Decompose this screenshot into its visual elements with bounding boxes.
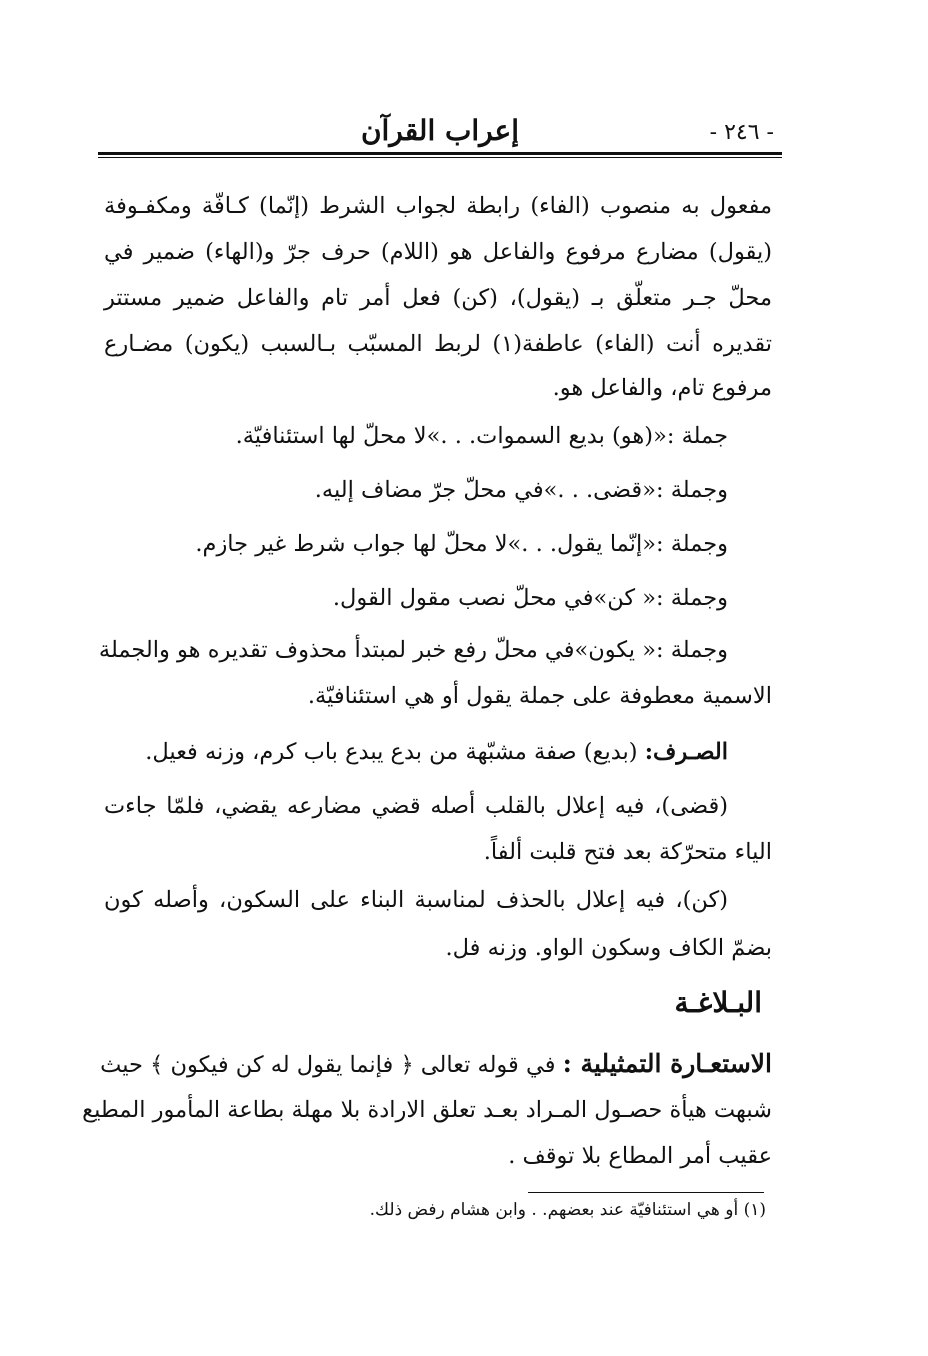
body-line: تقديره أنت (الفاء) عاطفة(١) لربط المسبّب بـالسبب (يكون) مضـارع (104, 331, 772, 357)
section-title: البـلاغـة (674, 986, 762, 1019)
sarf-label: الصـرف: (644, 739, 728, 765)
balagha-text: في قوله تعالى ﴿ فإنما يقول له كن فيكون ﴾ حيث (100, 1052, 563, 1078)
sarf-line: (قضى)، فيه إعلال بالقلب أصله قضي مضارعه يقضي، فلمّا جاءت (104, 793, 728, 819)
sarf-line: (كن)، فيه إعلال بالحذف لمناسبة البناء على السكون، وأصله كون (104, 887, 728, 913)
balagha-line (100, 1042, 772, 1087)
body-line: محلّ جـر متعلّق بـ (يقول)، (كن) فعل أمر تام والفاعل ضمير مستتر (104, 285, 772, 311)
page-title: إعراب القرآن (360, 114, 520, 147)
sentence-analysis: الاسمية معطوفة على جملة يقول أو هي استئنافيّة. (307, 683, 772, 709)
balagha-label: الاستعـارة التمثيلية : (562, 1049, 772, 1078)
sentence-analysis: وجملة :«إنّما يقول. . .»لا محلّ لها جواب شرط غير جازم. (195, 531, 728, 557)
sarf-line: بضمّ الكاف وسكون الواو. وزنه فل. (445, 935, 772, 961)
footnote: (١) أو هي استئنافيّة عند بعضهم. . وابن هشام رفض ذلك. (369, 1200, 766, 1220)
footnote-rule (528, 1192, 764, 1193)
body-line: مفعول به منصوب (الفاء) رابطة لجواب الشرط (إنّما) كـافّة ومكفـوفة (104, 193, 772, 219)
sentence-analysis: وجملة :« يكون»في محلّ رفع خبر لمبتدأ محذوف تقديره هو والجملة (98, 637, 728, 663)
header-rule-thin (98, 157, 782, 158)
balagha-line: عقيب أمر المطاع بلا توقف . (508, 1143, 772, 1169)
sentence-analysis: وجملة :« كن»في محلّ نصب مقول القول. (332, 585, 728, 611)
sentence-analysis: جملة :«(هو) بديع السموات. . .»لا محلّ لها استئنافيّة. (235, 423, 728, 449)
sarf-line (145, 730, 728, 774)
body-line: (يقول) مضارع مرفوع والفاعل هو (اللام) حرف جرّ و(الهاء) ضمير في (104, 239, 772, 265)
sentence-analysis: وجملة :«قضى. . .»في محلّ جرّ مضاف إليه. (314, 477, 728, 503)
header-rule (98, 152, 782, 155)
sarf-text: (بديع) صفة مشبّهة من بدع يبدع باب كرم، وزنه فعيل. (145, 739, 645, 765)
body-line: مرفوع تام، والفاعل هو. (552, 375, 772, 401)
balagha-line: شبهت هيأة حصـول المـراد بعـد تعلق الارادة بلا مهلة بطاعة المأمور المطيع (82, 1097, 772, 1123)
page-header (98, 112, 782, 154)
sarf-line: الياء متحرّكة بعد فتح قلبت ألفاً. (483, 839, 772, 865)
page-number: - ٢٤٦ - (709, 120, 774, 145)
